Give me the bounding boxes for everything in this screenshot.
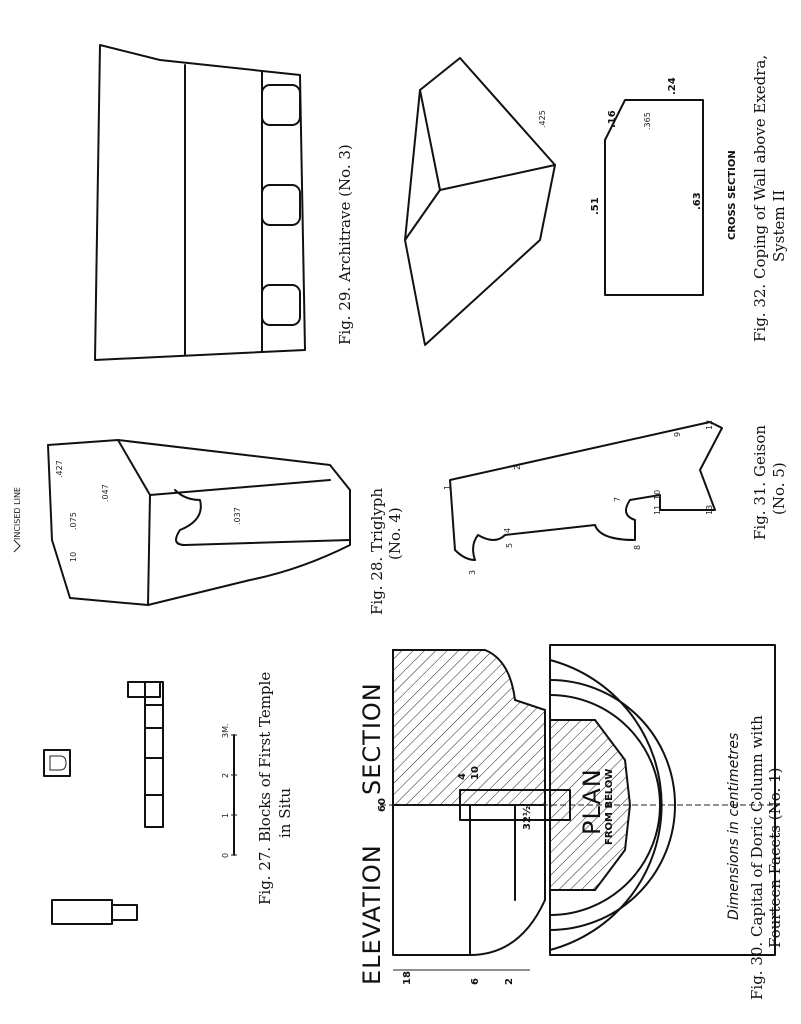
fig32-drawing — [405, 58, 738, 345]
svg-text:7: 7 — [613, 496, 622, 502]
svg-text:1: 1 — [443, 484, 452, 490]
coping-block-outline — [405, 58, 555, 345]
svg-text:10: 10 — [69, 551, 78, 562]
svg-text:10: 10 — [470, 766, 481, 780]
svg-text:10: 10 — [653, 489, 662, 500]
svg-text:4: 4 — [503, 527, 512, 533]
fig27-row-b — [145, 682, 163, 827]
svg-text:9: 9 — [673, 431, 682, 437]
scale-t0: 0 — [221, 852, 230, 858]
fig27-scale — [221, 723, 237, 858]
fig29-drawing — [95, 45, 305, 360]
svg-text:32½: 32½ — [522, 805, 533, 830]
svg-text:5: 5 — [505, 542, 514, 548]
svg-text:12: 12 — [705, 419, 714, 430]
label-plan-sub: FROM BELOW — [604, 768, 615, 845]
architrave-guttae-2 — [262, 185, 300, 225]
fig27-block-inner — [50, 756, 66, 770]
svg-text:8: 8 — [633, 544, 642, 550]
svg-text:.51: .51 — [590, 197, 601, 215]
cross-section-label: CROSS SECTION — [727, 150, 738, 240]
dims-note: Dimensions in centimetres — [726, 732, 742, 920]
label-plan: PLAN — [578, 768, 606, 835]
fig32-caption-2: System II — [770, 189, 788, 262]
svg-text:3: 3 — [468, 569, 477, 575]
svg-text:2: 2 — [513, 464, 522, 470]
svg-text:2: 2 — [504, 978, 515, 985]
svg-text:4: 4 — [457, 773, 468, 780]
svg-text:.427: .427 — [55, 460, 64, 478]
svg-text:18: 18 — [402, 971, 413, 985]
fig28-drawing — [13, 440, 350, 605]
scale-t2: 2 — [221, 772, 230, 778]
fig31-drawing — [443, 420, 722, 575]
svg-text:.425: .425 — [538, 110, 547, 128]
architrave-outline — [95, 45, 305, 360]
svg-text:.075: .075 — [69, 512, 78, 530]
fig31-caption-1: Fig. 31. Geison — [751, 424, 769, 540]
fig30-caption-1: Fig. 30. Capital of Doric Column with — [748, 715, 766, 1000]
svg-text:.16: .16 — [607, 110, 618, 128]
label-elevation: ELEVATION — [358, 844, 386, 985]
fig32-caption-1: Fig. 32. Coping of Wall above Exedra, — [751, 54, 769, 342]
svg-text:.63: .63 — [692, 192, 703, 210]
incised-line-label: INCISED LINE — [13, 487, 22, 540]
fig30-caption-2: Fourteen Facets (No. 1) — [766, 767, 784, 948]
svg-text:.047: .047 — [101, 484, 110, 502]
svg-text:.24: .24 — [667, 77, 678, 95]
fig28-caption-1: Fig. 28. Triglyph — [368, 487, 386, 615]
svg-text:6: 6 — [470, 978, 481, 985]
scale-t3: 3M. — [221, 723, 230, 738]
svg-text:.365: .365 — [643, 112, 652, 130]
svg-text:.037: .037 — [233, 507, 242, 525]
svg-text:60: 60 — [377, 798, 388, 812]
coping-cross-section — [605, 100, 703, 295]
fig27-block-long — [52, 900, 112, 924]
svg-text:11: 11 — [653, 504, 662, 515]
label-section: SECTION — [358, 682, 386, 795]
architrave-guttae-1 — [262, 85, 300, 125]
section-hatched — [393, 650, 545, 805]
fig27-block-stub — [112, 905, 137, 920]
fig27-caption-1: Fig. 27. Blocks of First Temple — [256, 671, 274, 905]
geison-profile — [450, 419, 722, 560]
architrave-guttae-3 — [262, 285, 300, 325]
triglyph-channel — [175, 490, 350, 545]
svg-text:13: 13 — [705, 504, 714, 515]
fig29-caption: Fig. 29. Architrave (No. 3) — [336, 144, 354, 345]
fig28-caption-2: (No. 4) — [386, 507, 404, 560]
fig30-drawing — [358, 645, 780, 985]
fig27-drawing — [44, 682, 237, 924]
scale-t1: 1 — [221, 812, 230, 818]
fig27-caption-2: in Situ — [276, 788, 294, 838]
fig31-caption-2: (No. 5) — [770, 462, 788, 515]
